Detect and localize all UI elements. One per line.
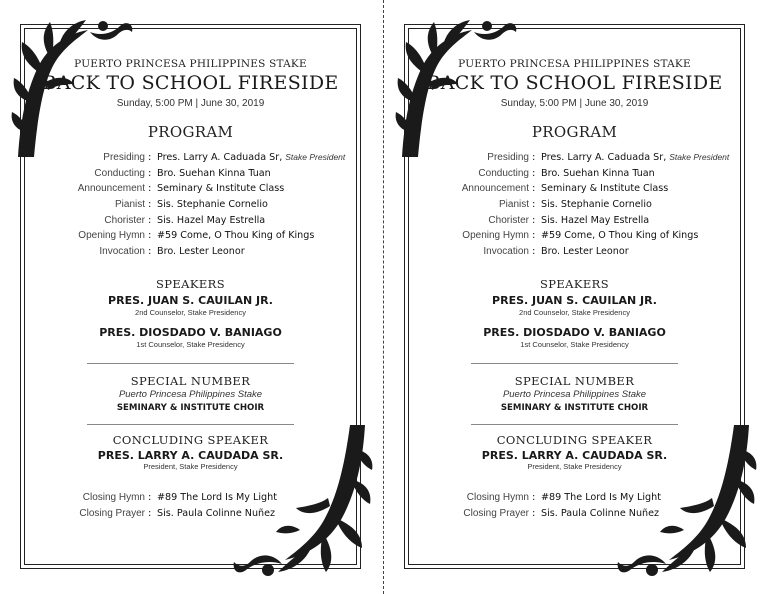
- assignment-row: [20, 230, 361, 246]
- closing-list: [20, 492, 361, 523]
- section-divider: [87, 424, 294, 425]
- speakers-heading: SPEAKERS: [155, 277, 226, 291]
- separator: :: [532, 492, 536, 503]
- separator: :: [532, 230, 536, 242]
- program-heading: PROGRAM: [531, 123, 618, 141]
- closing-row: [404, 508, 745, 524]
- assignment-label: Presiding: [487, 152, 529, 163]
- special-number-group: SEMINARY & INSTITUTE CHOIR: [116, 403, 265, 413]
- program-content: [404, 24, 745, 569]
- separator: :: [532, 246, 536, 258]
- assignment-label: Presiding: [103, 152, 145, 163]
- special-number-group: SEMINARY & INSTITUTE CHOIR: [500, 403, 649, 413]
- assignment-label: Chorister: [488, 214, 529, 226]
- concluding-heading: CONCLUDING SPEAKER: [112, 433, 269, 447]
- speaker-name: PRES. JUAN S. CAUILAN JR.: [108, 294, 273, 307]
- stake-name: PUERTO PRINCESA PHILIPPINES STAKE: [74, 58, 307, 70]
- separator: :: [532, 167, 536, 179]
- program-heading: PROGRAM: [147, 123, 234, 141]
- assignment-value: Bro. Suehan Kinna Tuan: [157, 167, 271, 179]
- closing-row: [20, 508, 361, 524]
- assignment-row: [404, 199, 745, 215]
- concluding-speaker-role: President, Stake Presidency: [143, 462, 238, 471]
- event-date: Sunday, 5:00 PM | June 30, 2019: [116, 98, 265, 109]
- separator: :: [148, 199, 152, 211]
- speaker-role: 1st Counselor, Stake Presidency: [136, 340, 245, 349]
- special-number-subtitle: Puerto Princesa Philippines Stake: [118, 389, 263, 400]
- assignment-row: [20, 183, 361, 199]
- assignment-label: Chorister: [104, 214, 145, 226]
- assignment-label: Invocation: [99, 246, 145, 258]
- speakers-heading: SPEAKERS: [539, 277, 610, 291]
- assignment-label: Opening Hymn: [78, 230, 145, 242]
- separator: :: [148, 246, 152, 258]
- assignment-row: [20, 152, 361, 168]
- assignment-label: Announcement: [461, 183, 529, 195]
- speaker-name: PRES. DIOSDADO V. BANIAGO: [483, 326, 666, 339]
- closing-value: #89 The Lord Is My Light: [541, 492, 661, 503]
- assignment-value: Sis. Hazel May Estrella: [541, 214, 650, 226]
- stake-name: PUERTO PRINCESA PHILIPPINES STAKE: [458, 58, 691, 70]
- section-divider: [471, 363, 678, 364]
- closing-row: [404, 492, 745, 508]
- separator: :: [148, 183, 152, 195]
- assignment-row: [404, 168, 745, 184]
- speaker-role: 2nd Counselor, Stake Presidency: [135, 308, 246, 317]
- separator: :: [532, 183, 536, 195]
- assignment-value: Bro. Lester Leonor: [157, 246, 245, 258]
- speaker-name: PRES. JUAN S. CAUILAN JR.: [492, 294, 657, 307]
- assignment-label: Conducting: [94, 167, 145, 179]
- assignment-value: Pres. Larry A. Caduada Sr, Stake President: [541, 152, 730, 163]
- assignment-value: Bro. Lester Leonor: [541, 246, 629, 258]
- assignment-list: [20, 152, 361, 262]
- separator: :: [148, 492, 152, 503]
- assignment-value: Sis. Hazel May Estrella: [157, 214, 266, 226]
- assignment-value: #59 Come, O Thou King of Kings: [157, 230, 315, 242]
- assignment-row: [20, 199, 361, 215]
- separator: :: [532, 199, 536, 211]
- special-number-heading: SPECIAL NUMBER: [514, 374, 635, 388]
- separator: :: [532, 507, 536, 519]
- assignment-label: Pianist: [114, 199, 145, 211]
- separator: :: [532, 152, 536, 163]
- closing-label: Closing Prayer: [79, 507, 145, 519]
- separator: :: [148, 214, 152, 226]
- concluding-speaker-name: PRES. LARRY A. CAUDADA SR.: [97, 449, 284, 462]
- separator: :: [148, 230, 152, 242]
- assignment-row: [404, 215, 745, 231]
- special-number-subtitle: Puerto Princesa Philippines Stake: [502, 389, 647, 400]
- assignment-row: [20, 168, 361, 184]
- speaker-role: 1st Counselor, Stake Presidency: [520, 340, 629, 349]
- special-number-heading: SPECIAL NUMBER: [130, 374, 251, 388]
- assignment-value: Pres. Larry A. Caduada Sr, Stake President: [157, 152, 346, 163]
- concluding-heading: CONCLUDING SPEAKER: [496, 433, 653, 447]
- speaker-name: PRES. DIOSDADO V. BANIAGO: [99, 326, 282, 339]
- assignment-row: [404, 152, 745, 168]
- speaker-role: 2nd Counselor, Stake Presidency: [519, 308, 630, 317]
- assignment-list: [404, 152, 745, 262]
- assignment-row: [404, 183, 745, 199]
- assignment-value: Sis. Stephanie Cornelio: [157, 199, 268, 211]
- assignment-value: Seminary & Institute Class: [541, 183, 669, 195]
- assignment-value: #59 Come, O Thou King of Kings: [541, 230, 699, 242]
- closing-value: Sis. Paula Colinne Nuñez: [157, 507, 276, 519]
- closing-label: Closing Hymn: [466, 492, 529, 503]
- closing-value: #89 The Lord Is My Light: [157, 492, 277, 503]
- assignment-row: [404, 246, 745, 262]
- assignment-value: Sis. Stephanie Cornelio: [541, 199, 652, 211]
- assignment-note: Stake President: [285, 152, 346, 162]
- assignment-label: Invocation: [483, 246, 529, 258]
- section-divider: [87, 363, 294, 364]
- assignment-row: [404, 230, 745, 246]
- separator: :: [148, 167, 152, 179]
- assignment-label: Conducting: [478, 167, 529, 179]
- closing-list: [404, 492, 745, 523]
- section-divider: [471, 424, 678, 425]
- assignment-value: Bro. Suehan Kinna Tuan: [541, 167, 655, 179]
- assignment-label: Opening Hymn: [462, 230, 529, 242]
- concluding-speaker-name: PRES. LARRY A. CAUDADA SR.: [481, 449, 668, 462]
- assignment-note: Stake President: [669, 152, 730, 162]
- closing-label: Closing Prayer: [463, 507, 529, 519]
- event-title: BACK TO SCHOOL FIRESIDE: [42, 72, 339, 94]
- concluding-speaker-role: President, Stake Presidency: [527, 462, 622, 471]
- separator: :: [148, 507, 152, 519]
- separator: :: [532, 214, 536, 226]
- separator: :: [148, 152, 152, 163]
- assignment-row: [20, 246, 361, 262]
- program-copy-right: [384, 0, 768, 594]
- event-date: Sunday, 5:00 PM | June 30, 2019: [500, 98, 649, 109]
- closing-value: Sis. Paula Colinne Nuñez: [541, 507, 660, 519]
- event-title: BACK TO SCHOOL FIRESIDE: [426, 72, 723, 94]
- assignment-row: [20, 215, 361, 231]
- assignment-value: Seminary & Institute Class: [157, 183, 285, 195]
- closing-row: [20, 492, 361, 508]
- closing-label: Closing Hymn: [82, 492, 145, 503]
- assignment-label: Announcement: [77, 183, 145, 195]
- program-content: [20, 24, 361, 569]
- assignment-label: Pianist: [498, 199, 529, 211]
